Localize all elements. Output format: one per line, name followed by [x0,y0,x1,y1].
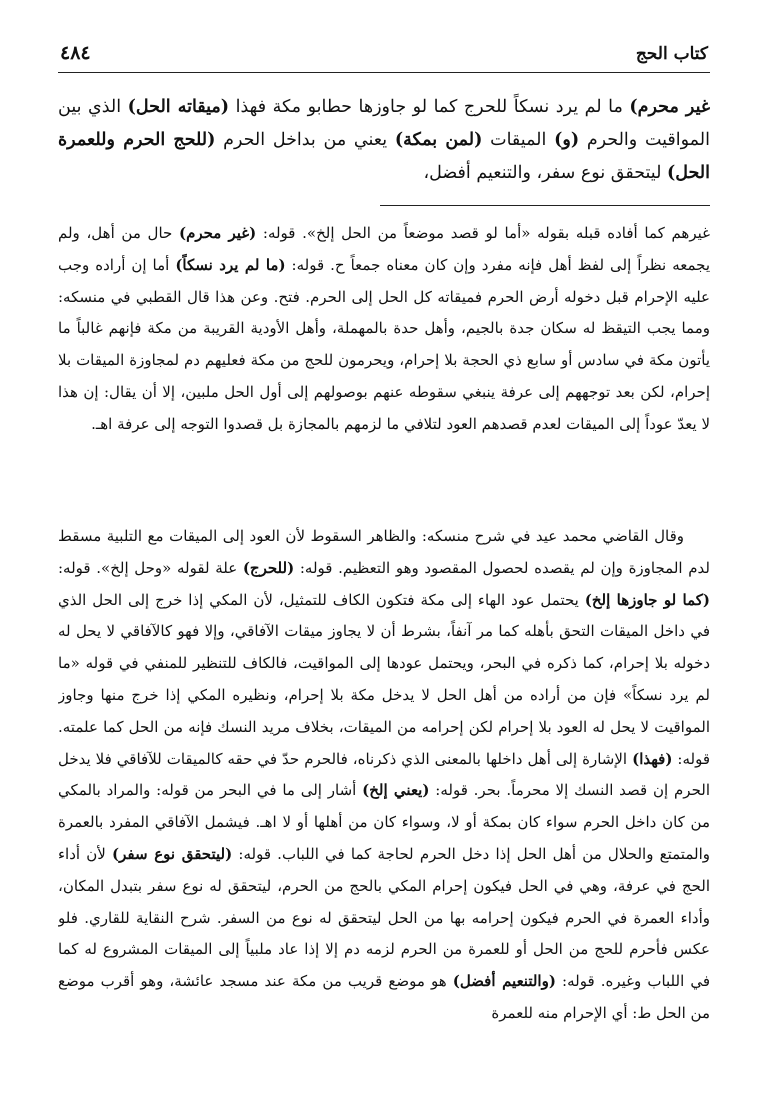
commentary-quote: (للحرج) [242,558,295,577]
matn-text: يعني من بداخل الحرم [215,130,395,150]
book-page [58,40,710,1093]
matn-text: ليتحقق نوع سفر، والتنعيم أفضل، [423,163,667,183]
commentary-quote: (ما لم يرد نسكاً) [175,255,286,274]
matn-text: الميقات [482,130,555,150]
commentary-text: علة لقوله «وحل إلخ». قوله: [58,558,243,577]
page-number: ٤٨٤ [60,42,91,64]
commentary-text: حال من أهل، ولم يجمعه نظراً إلى لفظ أهل فإنه مفرد وإن كان معناه جمعاً ح. قوله: [58,224,710,274]
matn-bold: (و) [554,130,580,150]
commentary-text: الإشارة إلى أهل داخلها بالمعنى الذي ذكرناه، فالحرم حدّ في حقه كالميقات للآفاقي فلا يدخل الحرم إن قصد النسك إلا محرماً. بحر. قوله: [58,749,710,800]
commentary [58,218,710,1093]
commentary-quote: (غير محرم) [178,224,257,242]
matn-text: ما لم يرد نسكاً للحرج كما لو جاوزها حطابو مكة فهذا [229,97,630,117]
main-text [58,91,710,190]
book-title: كتاب الحج [635,44,708,64]
commentary-text: غيرهم كما أفاده قبله بقوله «أما لو قصد موضعاً من الحل إلخ». قوله: [256,224,710,242]
commentary-paragraph-1 [58,218,710,504]
commentary-text: وقال القاضي محمد عيد في شرح منسكه: والظاهر السقوط لأن العود إلى الميقات مع التلبية مسقط لدم المجاوزة وإن لم يقصده لحصول المقصود وهو التعظيم. قوله: [58,527,710,577]
commentary-quote: (والتنعيم أفضل) [452,972,556,991]
matn-bold: (ميقاته الحل) [127,97,230,117]
commentary-quote: (ليتحقق نوع سفر) [112,844,233,863]
commentary-quote: (فهذا) [632,749,673,768]
matn-bold: (لمن بمكة) [394,130,483,150]
matn-bold: (للحج الحرم وللعمرة الحل) [58,130,710,183]
running-header [58,40,710,73]
separator-rule [380,205,710,206]
matn-bold: غير محرم) [629,97,710,117]
commentary-text: لأن أداء الحج في عرفة، وهي في الحل فيكون إحرام المكي بالحج من الحرم، ليتحقق له نوع سفر بتبدل المكان، وأداء العمرة في الحرم فيكون إحرامه بها من الحل ليتحقق له نوع من السفر. شرح النقاية للقاري. فلو عكس فأحرم للحج من الحل أو للعمرة من الحرم لزمه دم إلا إذا عاد ملبياً إلى الميقات المشروع له كما في اللباب وغيره. قوله: [58,844,710,991]
commentary-text: أما إن أراده وجب عليه الإحرام قبل دخوله أرض الحرم فميقاته كل الحل إلى الحرم. فتح. وعن هذا قال القطبي في منسكه: ومما يجب التيقظ له سكان جدة بالجيم، وأهل حدة بالمهملة، وأهل الأودية القريبة من مكة فإنهم غالباً ما يأتون مكة في سادس أو سابع ذي الحجة بلا إحرام، ويحرمون للحج من مكة فعليهم دم لمجاوزة الميقات بلا إحرام، لكن بعد توجههم إلى عرفة ينبغي سقوطه عنهم بوصولهم إلى أول الحل ملبين، إلا أن يقال: إن هذا لا يعدّ عوداً إلى الميقات لعدم قصدهم العود لتلافي ما لزمهم بالمجازة بل قصدوا التوجه إلى عرفة اهـ. [58,255,710,433]
commentary-quote: (يعني إلخ) [362,781,430,800]
commentary-text: أشار إلى ما في البحر من قوله: والمراد بالمكي من كان داخل الحرم سواء كان بمكة أو لا، وسواء كان من أهلها أو لا اهـ. فيشمل الآفاقي المفرد بالعمرة والمتمتع والحلال من أهل الحل إذا دخل الحرم لحاجة كما في اللباب. قوله: [58,781,710,863]
commentary-text: هو موضع قريب من مكة عند مسجد عائشة، وهو أقرب موضع من الحل ط: أي الإحرام منه للعمرة [58,972,710,1022]
commentary-text: يحتمل عود الهاء إلى مكة فتكون الكاف للتمثيل، لأن المكي إذا خرج إلى الحل الذي في داخل الميقات التحق بأهله كما مر آنفاً، بشرط أن لا يجاوز ميقات الآفاقي، وإلا فهو كالآفاقي لا يحل له دخوله بلا إحرام، كما ذكره في البحر، ويحتمل عودها إلى المواقيت، فالكاف للتنظير للمنفي في قوله «ما لم يرد نسكاً» فإن من أراده من أهل الحل لا يدخل مكة بلا إحرام، ونظيره المكي إذا خرج منها وجاوز المواقيت لا يحل له العود بلا إحرام لكن إحرامه من الميقات، بخلاف مريد النسك فإنه من الحل كما علمته. قوله: [58,590,710,768]
matn-text: الذي بين المواقيت والحرم [58,97,710,150]
commentary-quote: (كما لو جاوزها إلخ) [584,590,710,609]
commentary-paragraph-2 [58,521,710,1093]
